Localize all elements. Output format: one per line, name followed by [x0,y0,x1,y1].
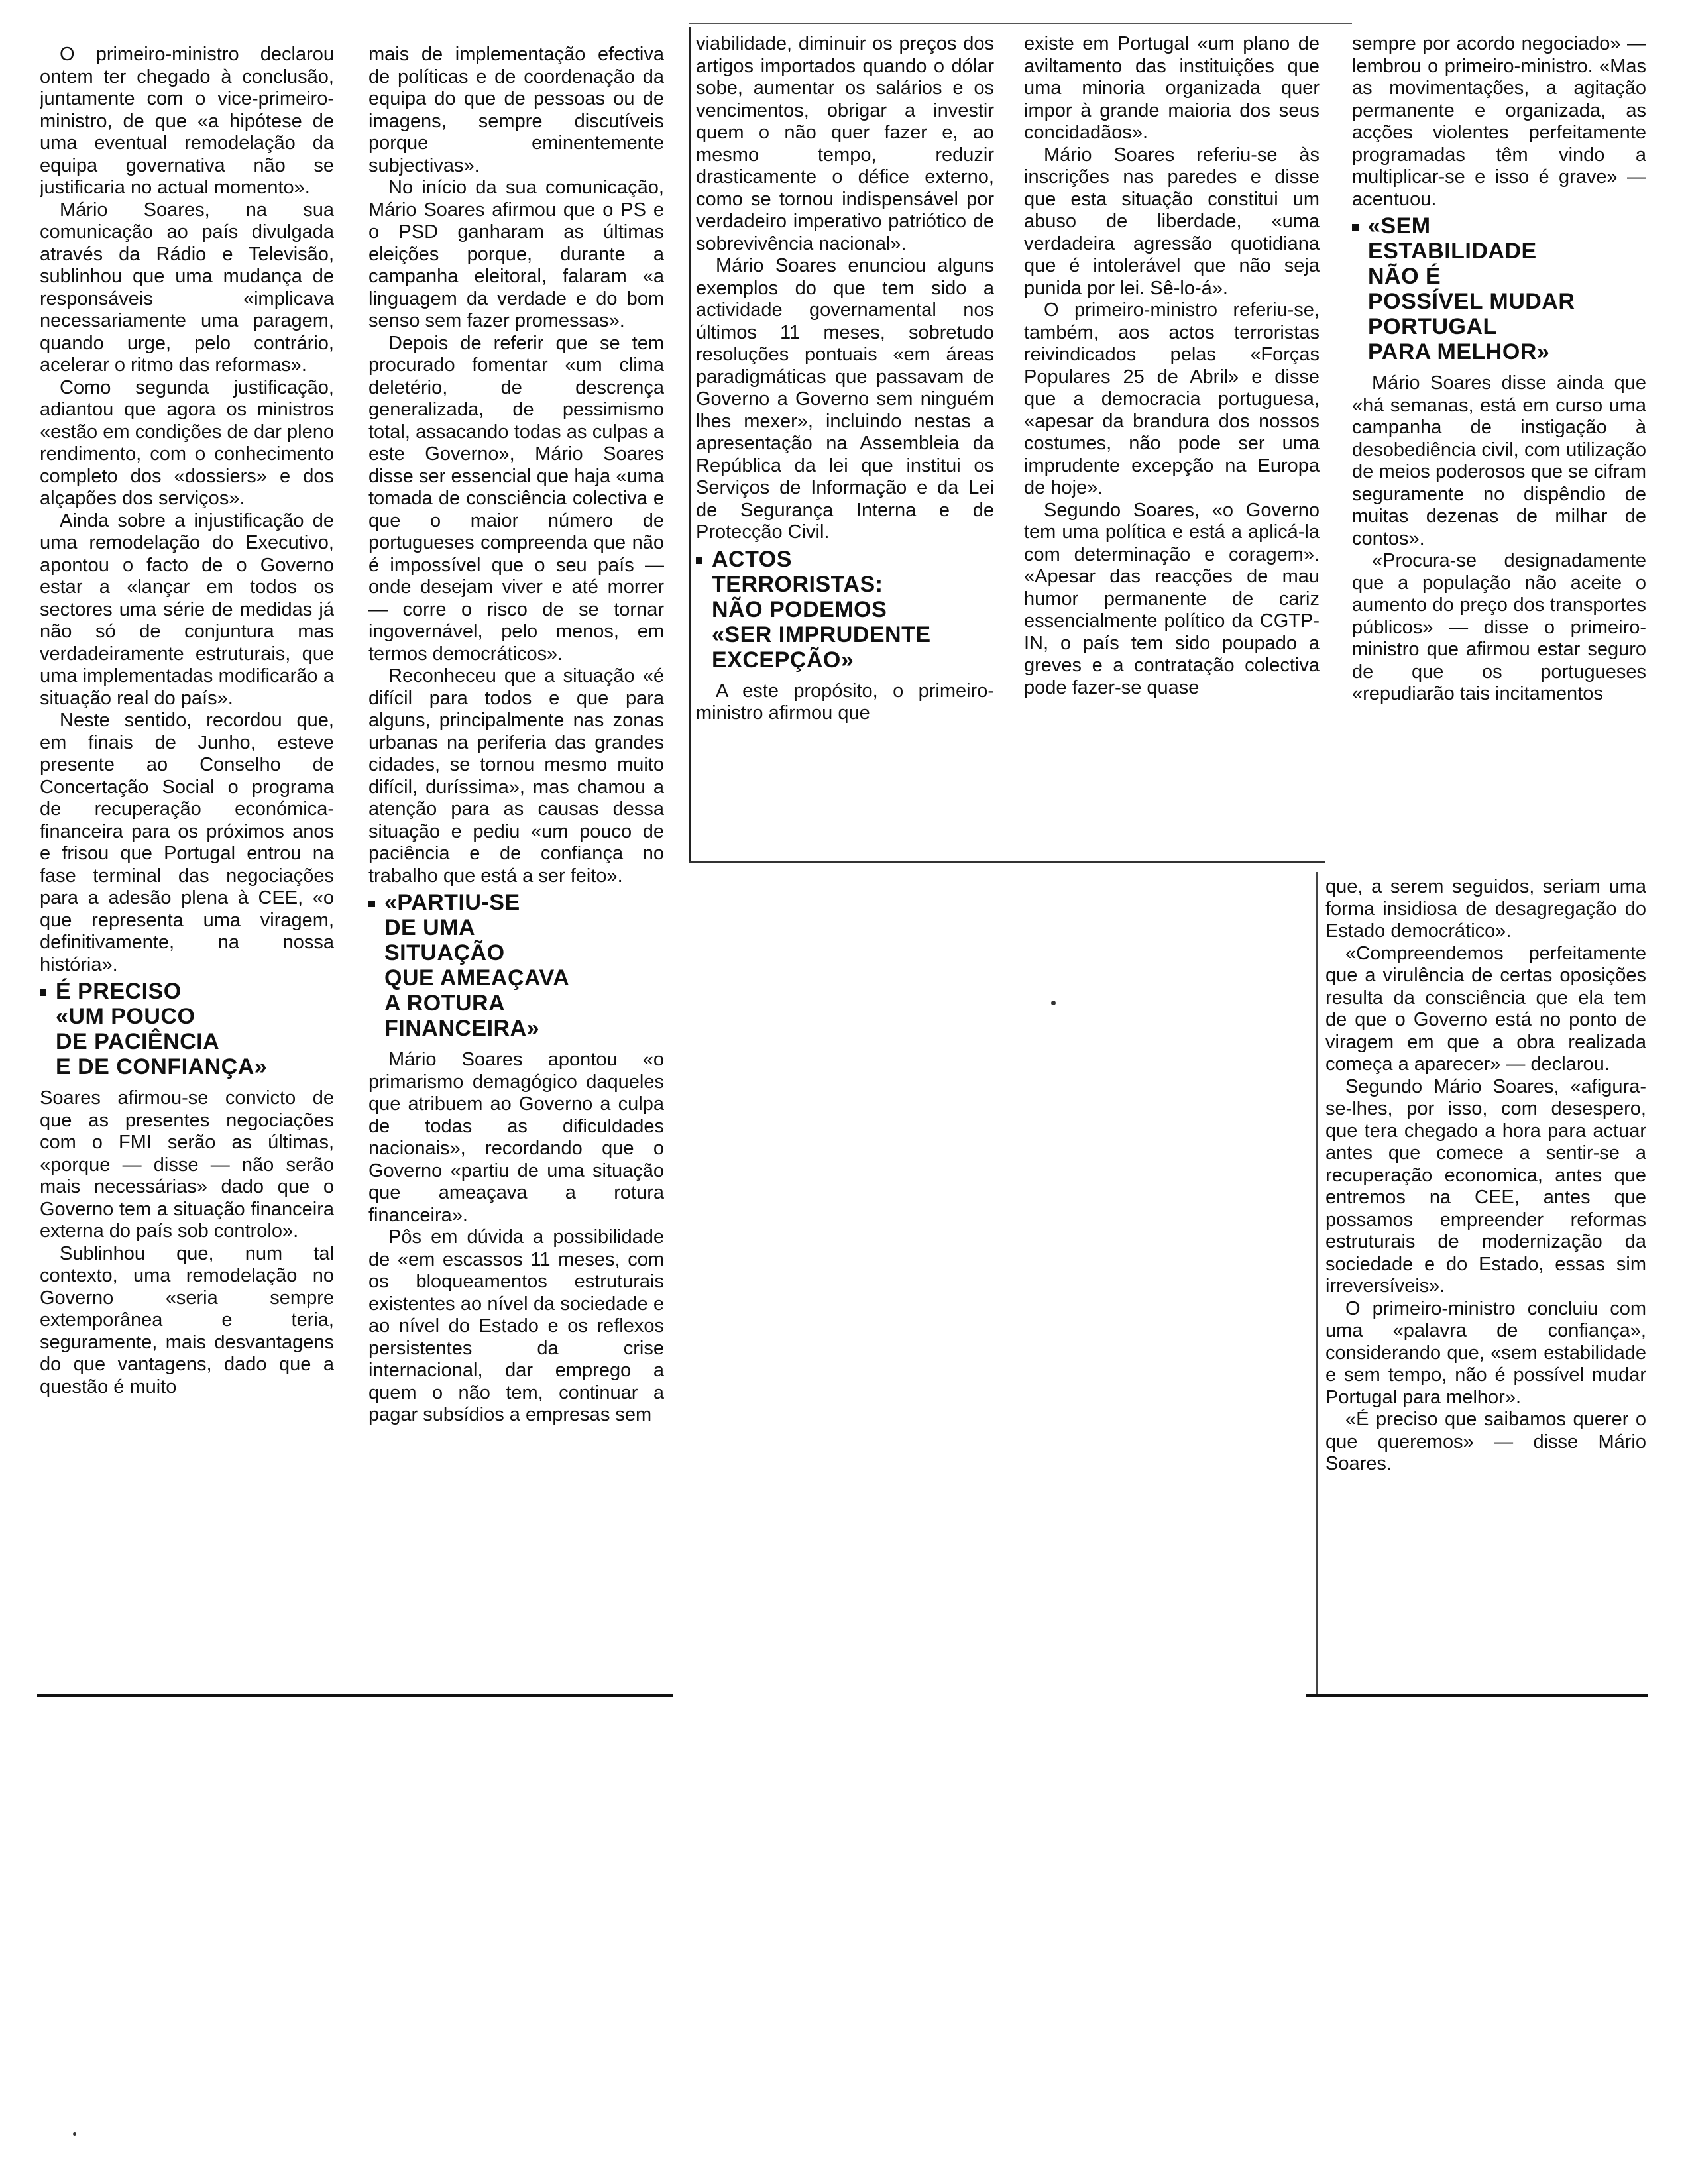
column-divider-right [1316,872,1318,1694]
column-3 [696,33,994,855]
paragraph: Mário Soares, na sua comunicação ao país divulgada através da Rádio e Televisão, sublinhou que uma mudança de responsáveis «implicava necessariamente uma paragem, quando urge, pelo contrário, acelerar o ritmo das reformas». [40,199,334,376]
paragraph: Mário Soares disse ainda que «há semanas, está em curso uma campanha de instigação à desobediência civil, com utilização de meios poderosos que se cifram seguramente no dispêndio de muitas dezenas de milhar de contos». [1352,372,1646,549]
subheading-text: ACTOS TERRORISTAS: NÃO PODEMOS «SER IMPRUDENTE EXCEPÇÃO» [712,546,931,673]
paragraph: Soares afirmou-se convicto de que as presentes negociações com o FMI serão as últimas, «porque — disse — não serão mais necessárias» dado que o Governo tem a situação financeira externa do país sob controlo». [40,1087,334,1242]
paragraph: «Procura-se designadamente que a população não aceite o aumento do preço dos transportes públicos» — disse o primeiro-ministro que afirmou estar seguro de que os portugueses «repudiarão tais incitamentos [1352,550,1646,704]
column-divider-left [689,27,691,861]
paragraph: No início da sua comunicação, Mário Soares afirmou que o PS e o PSD ganharam as últimas eleições porque, durante a campanha eleitoral, falaram «a linguagem da verdade e do bom senso sem fazer promessas». [368,177,664,331]
paragraph: Ainda sobre a injustificação de uma remodelação do Executivo, apontou o facto de o Governo estar a «lançar em todos os sectores uma série de medidas já não só de conjuntura mas verdadeiramente estruturais, que uma implementadas modificarão a situação real do país». [40,510,334,709]
paragraph: Mário Soares referiu-se às inscrições nas paredes e disse que esta situação constitui um abuso de liberdade, «uma verdadeira agressão quotidiana que é intolerável que não seja punida por lei. Sê-lo-á». [1024,144,1320,299]
paragraph: Mário Soares apontou «o primarismo demagógico daqueles que atribuem ao Governo a culpa de todas as dificuldades nacionais», recordando que o Governo «partiu de uma situação que ameaçava a rotura financeira». [368,1049,664,1226]
paragraph: Segundo Mário Soares, «afigura-se-lhes, por isso, com desespero, que tera chegado a hora para actuar antes que comece a sentir-se a recuperação economica, antes que entremos na CEE, antes que possamos empreender reformas estruturais de modernização da sociedade e do Estado, essas sim irreversíveis». [1325,1075,1646,1297]
paragraph: «É preciso que saibamos querer o que queremos» — disse Mário Soares. [1325,1409,1646,1474]
scan-speck [1051,1001,1056,1005]
scan-speck [73,2132,76,2136]
paragraph: A este propósito, o primeiro-ministro afirmou que [696,680,994,724]
paragraph: Pôs em dúvida a possibilidade de «em escassos 11 meses, com os bloqueamentos estruturais existentes ao nível da sociedade e ao nível do Estado e os reflexos persistentes da crise internacional, dar emprego a quem o não tem, continuar a pagar subsídios a empresas sem [368,1227,664,1425]
paragraph: O primeiro-ministro declarou ontem ter chegado à conclusão, juntamente com o vice-primeiro-ministro, de que «a hipótese de uma eventual remodelação da equipa governativa não se justificaria no actual momento». [40,44,334,198]
subheading-text: «PARTIU-SE DE UMA SITUAÇÃO QUE AMEAÇAVA A ROTURA FINANCEIRA» [384,890,570,1041]
column-1 [40,44,334,1687]
subheading [1352,213,1646,364]
paragraph: Segundo Soares, «o Governo tem uma política e está a aplicá-la com determinação e coragem». «Apesar das reacções de mau humor permanente de cariz essencialmente político da CGTP-IN, o país tem sido poupado a greves e a contratação colectiva pode fazer-se quase [1024,499,1320,698]
clipping-mid-edge [689,861,1325,863]
clipping-top-edge [689,23,1352,24]
column-6 [1325,876,1646,1691]
paragraph: «Compreendemos perfeitamente que a virulência de certas oposições resulta da consciência que ela tem de que o Governo está no ponto de viragem em que a obra realizada começa a aparecer» — declarou. [1325,942,1646,1075]
subheading-text: É PRECISO «UM POUCO DE PACIÊNCIA E DE CONFIANÇA» [56,979,268,1079]
paragraph: existe em Portugal «um plano de aviltamento das instituições que uma minoria organizada quer impor à grande maioria dos seus concidadãos». [1024,33,1320,143]
bottom-rule-left [37,1694,673,1697]
subheading-text: «SEM ESTABILIDADE NÃO É POSSÍVEL MUDAR PORTUGAL PARA MELHOR» [1368,213,1575,364]
paragraph: Depois de referir que se tem procurado fomentar «um clima deletério, de descrença generalizada, de pessimismo total, assacando todas as culpas a este Governo», Mário Soares disse ser essencial que haja «uma tomada de consciência colectiva e que o maior número de portugueses compreenda que não é impossível que o seu país — onde desejam viver e até morrer — corre o risco de se tornar ingovernável, pelo menos, em termos democráticos». [368,332,664,665]
subheading [696,547,994,673]
square-bullet-icon [40,989,46,996]
paragraph: O primeiro-ministro referiu-se, também, aos actos terroristas reivindicados pelas «Forças Populares 25 de Abril» e disse que a democracia portuguesa, «apesar da brandura dos nossos costumes, não pode ser uma imprudente excepção na Europa de hoje». [1024,300,1320,498]
paragraph: Sublinhou que, num tal contexto, uma remodelação no Governo «seria sempre extemporânea e teria, seguramente, mais desvantagens do que vantagens, dado que a questão é muito [40,1242,334,1397]
subheading [40,979,334,1079]
paragraph: viabilidade, diminuir os preços dos artigos importados quando o dólar sobe, aumentar os salários e os vencimentos, obrigar a investir quem o não quer fazer e, ao mesmo tempo, reduzir drasticamente o défice externo, como se tornou indispensável por verdadeiro imperativo patriótico de sobrevivência nacional». [696,33,994,254]
bottom-rule-right [1306,1694,1648,1697]
subheading [368,890,664,1041]
square-bullet-icon [368,901,375,907]
column-2 [368,44,664,1687]
paragraph: Mário Soares enunciou alguns exemplos do que tem sido a actividade governamental nos últimos 11 meses, sobretudo resoluções pontuais «em áreas paradigmáticas que passavam de Governo a Governo sem ninguém lhes mexer», incluindo nestas a apresentação na Assembleia da República da lei que institui os Serviços de Informação e da Lei de Segurança Interna e de Protecção Civil. [696,255,994,543]
paragraph: que, a serem seguidos, seriam uma forma insidiosa de desagregação do Estado democrático». [1325,876,1646,942]
paragraph: sempre por acordo negociado» — lembrou o primeiro-ministro. «Mas as movimentações, a agitação permanente e organizada, as acções violentes perfeitamente programadas têm vindo a multiplicar-se e isso é grave» — acentuou. [1352,33,1646,210]
paragraph: Como segunda justificação, adiantou que agora os ministros «estão em condições de dar pleno rendimento, com o conhecimento completo dos «dossiers» e dos alçapões dos serviços». [40,376,334,509]
column-4 [1024,33,1320,848]
square-bullet-icon [1352,224,1359,231]
column-5 [1352,33,1646,875]
paragraph: Reconheceu que a situação «é difícil para todos e que para alguns, principalmente nas zonas urbanas na periferia das grandes cidades, se tornou mesmo muito difícil, duríssima», mas chamou a atenção para as causas dessa situação e pediu «um pouco de paciência e de confiança no trabalho que está a ser feito». [368,665,664,887]
paragraph: Neste sentido, recordou que, em finais de Junho, esteve presente ao Conselho de Concertação Social o programa de recuperação económica-financeira para os próximos anos e frisou que Portugal entrou na fase terminal das negociações para a adesão plena à CEE, «o que representa uma viragem, definitivamente, na nossa história». [40,710,334,975]
paragraph: mais de implementação efectiva de políticas e de coordenação da equipa do que de pessoas ou de imagens, sempre discutíveis porque eminentemente subjectivas». [368,44,664,176]
square-bullet-icon [696,557,702,564]
paragraph: O primeiro-ministro concluiu com uma «palavra de confiança», considerando que, «sem estabilidade e sem tempo, não é possível mudar Portugal para melhor». [1325,1297,1646,1408]
